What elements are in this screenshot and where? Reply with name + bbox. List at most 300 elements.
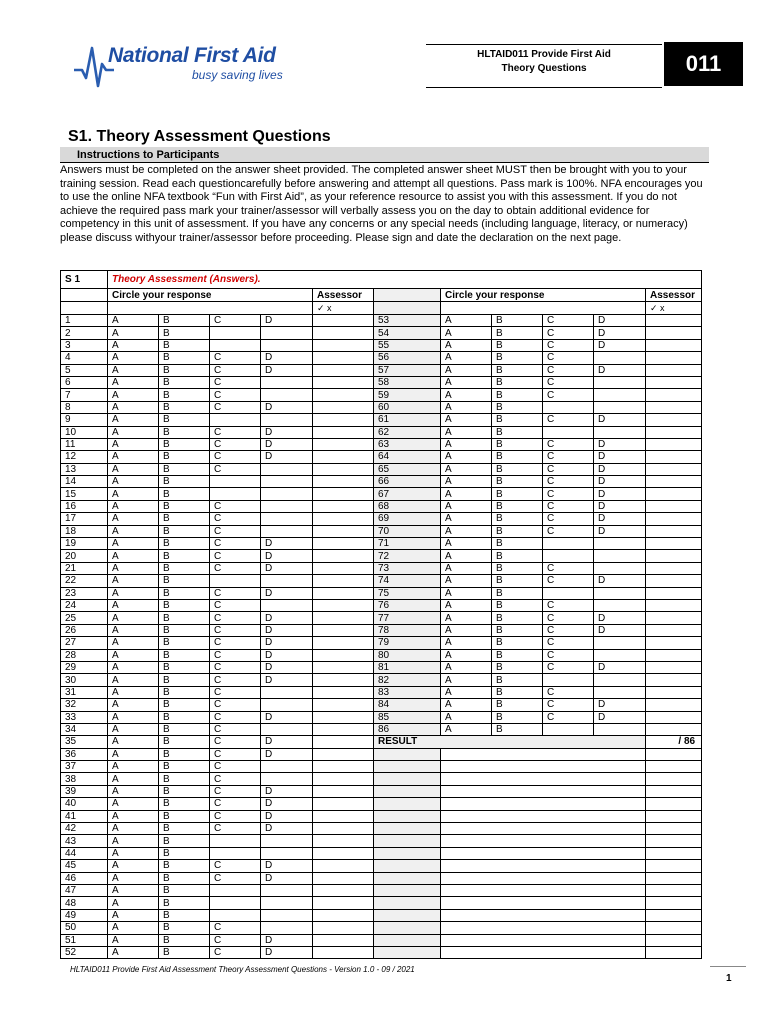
answer-option: A <box>108 550 159 562</box>
answer-option: C <box>210 451 261 463</box>
empty-cell <box>374 798 441 810</box>
empty-cell <box>441 872 646 884</box>
assessor-cell <box>646 339 702 351</box>
answer-option: C <box>543 364 594 376</box>
answer-row <box>61 315 702 327</box>
answer-option: A <box>108 773 159 785</box>
answer-row <box>61 414 702 426</box>
question-number: 13 <box>61 463 108 475</box>
assessor-cell <box>646 500 702 512</box>
empty-cell <box>261 723 313 735</box>
assessor-cell <box>646 451 702 463</box>
answer-option: D <box>594 315 646 327</box>
question-number: 45 <box>61 860 108 872</box>
empty-cell <box>441 909 646 921</box>
question-number: 30 <box>61 674 108 686</box>
assessor-cell <box>646 463 702 475</box>
answer-option: A <box>108 649 159 661</box>
answer-option: A <box>108 711 159 723</box>
answer-option: B <box>159 946 210 958</box>
answer-option: A <box>441 414 492 426</box>
assessor-cell <box>646 624 702 636</box>
empty-cell <box>374 934 441 946</box>
answer-option: A <box>108 525 159 537</box>
assessor-cell <box>313 810 374 822</box>
assessor-cell <box>313 773 374 785</box>
assessor-cell <box>646 327 702 339</box>
empty-cell <box>374 773 441 785</box>
answer-option: B <box>159 525 210 537</box>
answer-option: B <box>159 401 210 413</box>
answer-option: C <box>210 500 261 512</box>
question-number: 14 <box>61 476 108 488</box>
answer-row <box>61 748 702 760</box>
question-number: 11 <box>61 438 108 450</box>
answer-option: A <box>441 376 492 388</box>
answer-option: D <box>594 438 646 450</box>
answer-option: A <box>108 500 159 512</box>
empty-cell <box>261 599 313 611</box>
answer-row <box>61 612 702 624</box>
assessor-cell <box>313 723 374 735</box>
answer-option: B <box>492 352 543 364</box>
answer-option: B <box>159 661 210 673</box>
answer-option: B <box>159 624 210 636</box>
answer-option: C <box>210 624 261 636</box>
question-number: 22 <box>61 575 108 587</box>
assessor-cell <box>313 451 374 463</box>
answer-row <box>61 785 702 797</box>
answer-option: A <box>108 401 159 413</box>
answer-row <box>61 538 702 550</box>
answer-option: A <box>441 599 492 611</box>
answer-option: C <box>210 773 261 785</box>
question-number: 56 <box>374 352 441 364</box>
answer-option: B <box>159 922 210 934</box>
empty-cell <box>374 884 441 896</box>
question-number: 51 <box>61 934 108 946</box>
answer-option: A <box>108 785 159 797</box>
answer-option: B <box>159 711 210 723</box>
circle-response-label-right: Circle your response <box>441 289 646 302</box>
answer-option: A <box>108 389 159 401</box>
question-number: 6 <box>61 376 108 388</box>
empty-cell <box>594 538 646 550</box>
empty-cell <box>261 686 313 698</box>
empty-cell <box>210 897 261 909</box>
question-number: 27 <box>61 637 108 649</box>
answer-row <box>61 525 702 537</box>
question-number: 86 <box>374 723 441 735</box>
question-number: 44 <box>61 847 108 859</box>
answer-row <box>61 587 702 599</box>
answer-option: C <box>543 327 594 339</box>
assessor-cell <box>313 922 374 934</box>
question-number: 85 <box>374 711 441 723</box>
assessor-cell <box>313 612 374 624</box>
answer-option: A <box>108 884 159 896</box>
answer-option: D <box>261 426 313 438</box>
answer-option: B <box>492 538 543 550</box>
empty-cell <box>261 909 313 921</box>
question-number: 79 <box>374 637 441 649</box>
answer-option: C <box>543 463 594 475</box>
answer-option: A <box>108 823 159 835</box>
header-title-box <box>426 44 662 88</box>
answer-option: A <box>441 674 492 686</box>
answer-option: C <box>210 699 261 711</box>
answer-option: B <box>159 823 210 835</box>
question-number: 3 <box>61 339 108 351</box>
answer-option: B <box>492 401 543 413</box>
empty-cell <box>210 414 261 426</box>
answer-option: A <box>108 327 159 339</box>
answer-option: D <box>261 612 313 624</box>
answer-option: C <box>543 525 594 537</box>
answer-option: A <box>108 339 159 351</box>
empty-cell <box>261 376 313 388</box>
question-number: 17 <box>61 513 108 525</box>
answer-option: B <box>159 612 210 624</box>
answer-option: D <box>594 488 646 500</box>
assessor-cell <box>313 785 374 797</box>
question-number: 77 <box>374 612 441 624</box>
assessor-cell <box>313 376 374 388</box>
empty-cell <box>543 538 594 550</box>
question-number: 69 <box>374 513 441 525</box>
empty-cell <box>261 847 313 859</box>
answer-option: C <box>210 736 261 748</box>
answer-option: A <box>108 352 159 364</box>
answer-sheet-table <box>60 270 702 959</box>
answer-row <box>61 401 702 413</box>
empty-cell <box>441 798 646 810</box>
empty-cell <box>441 810 646 822</box>
empty-cell <box>594 637 646 649</box>
assessor-cell <box>313 872 374 884</box>
answer-option: C <box>210 674 261 686</box>
answer-row <box>61 897 702 909</box>
assessor-cell <box>313 500 374 512</box>
question-number: 54 <box>374 327 441 339</box>
answer-row <box>61 661 702 673</box>
answer-option: A <box>108 897 159 909</box>
assessor-cell <box>646 525 702 537</box>
answer-option: A <box>441 389 492 401</box>
answer-option: C <box>543 649 594 661</box>
answer-option: D <box>594 414 646 426</box>
answer-option: C <box>210 315 261 327</box>
answer-option: C <box>210 612 261 624</box>
empty-cell <box>646 835 702 847</box>
assessor-cell <box>313 575 374 587</box>
question-number: 43 <box>61 835 108 847</box>
question-number: 75 <box>374 587 441 599</box>
assessor-cell <box>313 327 374 339</box>
answer-option: A <box>441 562 492 574</box>
question-number: 78 <box>374 624 441 636</box>
answer-row <box>61 376 702 388</box>
question-number: 19 <box>61 538 108 550</box>
question-number: 61 <box>374 414 441 426</box>
answer-option: A <box>441 426 492 438</box>
answer-option: D <box>594 525 646 537</box>
answer-row <box>61 823 702 835</box>
assessor-cell <box>646 364 702 376</box>
answer-option: C <box>210 823 261 835</box>
answer-option: D <box>261 872 313 884</box>
answer-option: C <box>210 946 261 958</box>
answer-option: B <box>159 872 210 884</box>
answer-option: D <box>261 810 313 822</box>
answer-option: B <box>159 500 210 512</box>
answer-option: B <box>492 661 543 673</box>
answer-option: A <box>108 637 159 649</box>
answer-option: B <box>159 934 210 946</box>
answer-option: B <box>492 637 543 649</box>
question-number: 32 <box>61 699 108 711</box>
answer-option: D <box>261 451 313 463</box>
answer-option: B <box>492 476 543 488</box>
empty-cell <box>594 599 646 611</box>
question-number: 57 <box>374 364 441 376</box>
question-number: 40 <box>61 798 108 810</box>
assessor-cell <box>313 476 374 488</box>
answer-option: C <box>543 661 594 673</box>
answer-option: D <box>261 934 313 946</box>
answer-option: B <box>492 575 543 587</box>
assessor-cell <box>646 376 702 388</box>
assessor-cell <box>313 352 374 364</box>
answer-row <box>61 339 702 351</box>
answer-option: A <box>108 612 159 624</box>
empty-cell <box>374 823 441 835</box>
answer-option: B <box>492 389 543 401</box>
assessor-cell <box>313 835 374 847</box>
assessor-cell <box>646 488 702 500</box>
answer-option: A <box>441 327 492 339</box>
empty-cell <box>646 922 702 934</box>
answer-option: A <box>108 599 159 611</box>
question-number: 1 <box>61 315 108 327</box>
question-number: 64 <box>374 451 441 463</box>
answer-option: D <box>261 649 313 661</box>
answer-option: A <box>108 364 159 376</box>
answer-option: A <box>441 711 492 723</box>
answer-row <box>61 637 702 649</box>
answer-row <box>61 884 702 896</box>
empty-cell <box>594 550 646 562</box>
question-number: 74 <box>374 575 441 587</box>
brand-tagline: busy saving lives <box>192 68 283 82</box>
sheet-heading: Theory Assessment (Answers). <box>108 271 702 289</box>
answer-option: C <box>543 699 594 711</box>
answer-option: B <box>159 451 210 463</box>
question-number: 20 <box>61 550 108 562</box>
question-number: 35 <box>61 736 108 748</box>
answer-row <box>61 513 702 525</box>
empty-cell <box>261 389 313 401</box>
answer-option: A <box>441 649 492 661</box>
answer-option: D <box>594 339 646 351</box>
assessor-cell <box>646 414 702 426</box>
answer-option: B <box>159 723 210 735</box>
answer-option: A <box>441 525 492 537</box>
empty-cell <box>261 339 313 351</box>
empty-cell <box>441 860 646 872</box>
answer-option: A <box>108 488 159 500</box>
answer-row <box>61 327 702 339</box>
answer-option: C <box>210 513 261 525</box>
answer-option: B <box>492 327 543 339</box>
answer-option: C <box>210 364 261 376</box>
empty-cell <box>374 897 441 909</box>
question-number: 53 <box>374 315 441 327</box>
answer-option: B <box>492 451 543 463</box>
brand-logo <box>74 42 289 92</box>
answer-option: B <box>492 339 543 351</box>
brand-name: National First Aid <box>108 44 276 67</box>
assessor-cell <box>313 550 374 562</box>
answer-option: C <box>543 389 594 401</box>
answer-option: C <box>543 711 594 723</box>
answer-option: B <box>159 389 210 401</box>
answer-option: A <box>108 376 159 388</box>
empty-cell <box>441 761 646 773</box>
empty-cell <box>543 587 594 599</box>
assessor-cell <box>646 649 702 661</box>
answer-option: A <box>441 364 492 376</box>
answer-option: D <box>261 637 313 649</box>
assessor-cell <box>313 339 374 351</box>
answer-option: C <box>543 562 594 574</box>
empty-cell <box>594 587 646 599</box>
answer-option: C <box>210 438 261 450</box>
assessor-cell <box>646 513 702 525</box>
answer-row <box>61 575 702 587</box>
assessor-cell <box>313 884 374 896</box>
answer-row <box>61 711 702 723</box>
empty-cell <box>594 562 646 574</box>
question-number: 60 <box>374 401 441 413</box>
empty-cell <box>210 488 261 500</box>
empty-cell <box>594 352 646 364</box>
answer-row <box>61 723 702 735</box>
answer-option: A <box>441 438 492 450</box>
tick-row <box>61 302 702 315</box>
answer-option: A <box>441 624 492 636</box>
answer-option: A <box>441 488 492 500</box>
answer-option: A <box>108 674 159 686</box>
empty-cell <box>261 463 313 475</box>
question-number: 47 <box>61 884 108 896</box>
answer-option: C <box>543 513 594 525</box>
assessor-cell <box>646 538 702 550</box>
question-number: 26 <box>61 624 108 636</box>
answer-option: A <box>441 637 492 649</box>
answer-option: C <box>210 810 261 822</box>
question-number: 34 <box>61 723 108 735</box>
question-number: 83 <box>374 686 441 698</box>
answer-option: B <box>492 364 543 376</box>
question-number: 29 <box>61 661 108 673</box>
answer-option: B <box>492 438 543 450</box>
answer-row <box>61 798 702 810</box>
answer-option: A <box>108 847 159 859</box>
question-number: 49 <box>61 909 108 921</box>
answer-row <box>61 500 702 512</box>
answer-option: D <box>261 538 313 550</box>
assessor-cell <box>313 847 374 859</box>
answer-option: A <box>108 426 159 438</box>
answer-option: A <box>108 624 159 636</box>
answer-option: A <box>108 860 159 872</box>
answer-row <box>61 488 702 500</box>
answer-row <box>61 476 702 488</box>
answer-option: D <box>261 438 313 450</box>
assessor-cell <box>313 860 374 872</box>
answer-option: B <box>159 488 210 500</box>
question-number: 65 <box>374 463 441 475</box>
answer-option: C <box>543 599 594 611</box>
answer-option: C <box>543 376 594 388</box>
page-title: S1. Theory Assessment Questions <box>68 128 331 145</box>
answer-option: A <box>441 500 492 512</box>
assessor-cell <box>313 315 374 327</box>
empty-cell <box>646 810 702 822</box>
answer-option: A <box>441 463 492 475</box>
answer-option: C <box>210 463 261 475</box>
answer-option: A <box>108 661 159 673</box>
answer-option: C <box>210 872 261 884</box>
answer-option: A <box>108 686 159 698</box>
question-number: 15 <box>61 488 108 500</box>
empty-cell <box>594 649 646 661</box>
column-label-row <box>61 289 702 302</box>
answer-option: B <box>159 909 210 921</box>
answer-option: D <box>594 463 646 475</box>
answer-option: A <box>108 587 159 599</box>
empty-cell <box>374 922 441 934</box>
answer-option: D <box>594 661 646 673</box>
answer-row <box>61 389 702 401</box>
answer-row <box>61 674 702 686</box>
question-number: 58 <box>374 376 441 388</box>
answer-option: B <box>159 438 210 450</box>
empty-cell <box>261 513 313 525</box>
result-label: RESULT <box>374 736 646 748</box>
answer-option: C <box>543 438 594 450</box>
sheet-header-row <box>61 271 702 289</box>
answer-option: C <box>210 649 261 661</box>
answer-option: C <box>210 798 261 810</box>
question-number: 82 <box>374 674 441 686</box>
answer-option: C <box>210 761 261 773</box>
answer-option: B <box>159 513 210 525</box>
answer-option: A <box>108 736 159 748</box>
tick-cross-right: ✓ x <box>646 302 702 315</box>
answer-row <box>61 599 702 611</box>
empty-cell <box>261 575 313 587</box>
answer-option: B <box>492 376 543 388</box>
answer-option: A <box>108 451 159 463</box>
assessor-cell <box>646 674 702 686</box>
question-number: 9 <box>61 414 108 426</box>
answer-option: B <box>492 686 543 698</box>
question-number: 81 <box>374 661 441 673</box>
answer-option: C <box>210 389 261 401</box>
empty-cell <box>374 909 441 921</box>
